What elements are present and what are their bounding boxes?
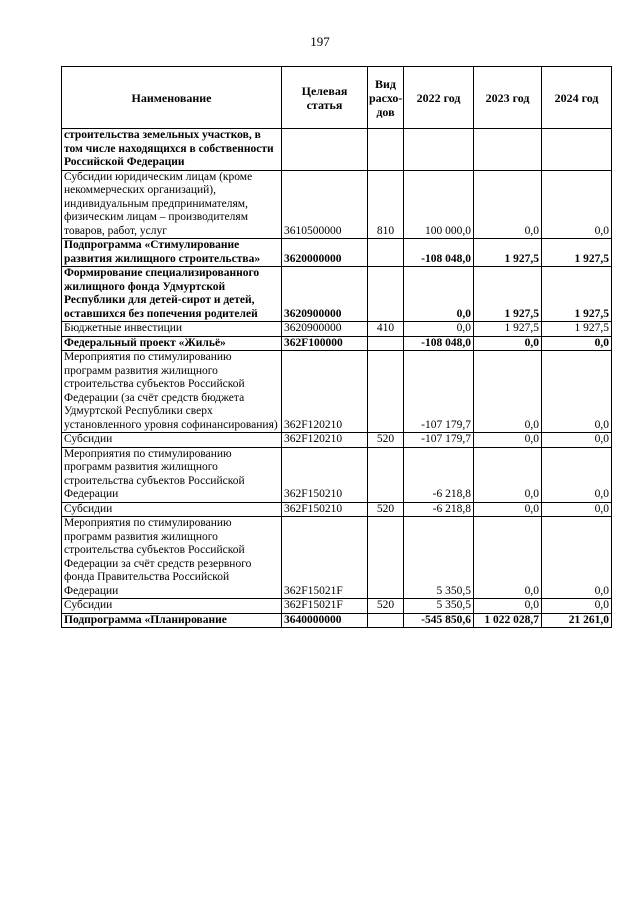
budget-table [61,66,612,628]
header-name: Наименование [62,67,282,129]
header-2023: 2023 год [474,67,542,129]
header-2022: 2022 год [404,67,474,129]
row-2022: -6 218,8 [404,502,474,517]
row-2022: -545 850,6 [404,613,474,628]
row-2023: 1 927,5 [474,267,542,322]
row-2022: -108 048,0 [404,239,474,267]
row-type [368,447,404,502]
row-2022: 5 350,5 [404,599,474,614]
row-name: Субсидии юридическим лицам (кроме некоммерческих организаций), индивидуальным предпринимателям, физическим лицам – производителям товаров, работ, услуг [62,170,282,239]
table-row [62,170,612,239]
row-2022: -108 048,0 [404,336,474,351]
row-code: 3610500000 [282,170,368,239]
row-2022: 100 000,0 [404,170,474,239]
table-row [62,322,612,337]
row-type: 520 [368,599,404,614]
row-2022: -6 218,8 [404,447,474,502]
row-name: Федеральный проект «Жильё» [62,336,282,351]
row-code: 362F15021F [282,599,368,614]
row-2022: 5 350,5 [404,517,474,599]
row-2023: 0,0 [474,599,542,614]
row-2022: 0,0 [404,322,474,337]
row-type [368,267,404,322]
row-type [368,351,404,433]
row-code: 3640000000 [282,613,368,628]
row-name: Субсидии [62,433,282,448]
table-row [62,613,612,628]
row-2023: 0,0 [474,351,542,433]
row-type [368,517,404,599]
row-code [282,129,368,171]
row-type [368,336,404,351]
row-name: Субсидии [62,599,282,614]
row-2024: 0,0 [542,336,612,351]
row-name: Мероприятия по стимулированию программ развития жилищного строительства субъектов Российской Федерации [62,447,282,502]
row-code: 3620900000 [282,322,368,337]
row-2023: 1 927,5 [474,322,542,337]
row-2023: 0,0 [474,170,542,239]
row-name: Подпрограмма «Стимулирование развития жилищного строительства» [62,239,282,267]
page-number: 197 [310,34,330,49]
row-2024: 1 927,5 [542,239,612,267]
row-name: Бюджетные инвестиции [62,322,282,337]
table-row [62,502,612,517]
header-2024: 2024 год [542,67,612,129]
row-code: 362F120210 [282,433,368,448]
row-2024: 0,0 [542,351,612,433]
row-type [368,129,404,171]
row-name: строительства земельных участков, в том числе находящихся в собственности Российской Федерации [62,129,282,171]
row-code: 3620000000 [282,239,368,267]
row-2022: -107 179,7 [404,433,474,448]
row-2023: 0,0 [474,447,542,502]
row-code: 362F120210 [282,351,368,433]
row-2024: 0,0 [542,433,612,448]
row-name: Подпрограмма «Планирование [62,613,282,628]
row-2024: 1 927,5 [542,322,612,337]
row-2023: 1 927,5 [474,239,542,267]
row-2024: 1 927,5 [542,267,612,322]
row-2022: -107 179,7 [404,351,474,433]
header-type: Вид расхо-дов [368,67,404,129]
row-2023: 0,0 [474,336,542,351]
row-code: 362F100000 [282,336,368,351]
table-row [62,267,612,322]
row-type [368,613,404,628]
row-2023: 1 022 028,7 [474,613,542,628]
row-2024: 21 261,0 [542,613,612,628]
header-code: Целевая статья [282,67,368,129]
row-type: 810 [368,170,404,239]
table-header-row [62,67,612,129]
table-row [62,517,612,599]
row-2024: 0,0 [542,447,612,502]
row-type: 410 [368,322,404,337]
row-2023: 0,0 [474,433,542,448]
table-row [62,129,612,171]
row-name: Мероприятия по стимулированию программ развития жилищного строительства субъектов Российской Федерации за счёт средств резервного фонда Правительства Российской Федерации [62,517,282,599]
row-2024: 0,0 [542,502,612,517]
row-type: 520 [368,433,404,448]
row-2023: 0,0 [474,517,542,599]
row-2024: 0,0 [542,170,612,239]
row-type [368,239,404,267]
row-2023: 0,0 [474,502,542,517]
table-row [62,599,612,614]
table-row [62,433,612,448]
table-row [62,351,612,433]
row-2022 [404,129,474,171]
table-row [62,447,612,502]
row-2024: 0,0 [542,517,612,599]
table-row [62,336,612,351]
row-name: Мероприятия по стимулированию программ развития жилищного строительства субъектов Российской Федерации (за счёт средств бюджета Удмуртской Республики сверх установленного уровня софинансирования) [62,351,282,433]
row-name: Формирование специализированного жилищного фонда Удмуртской Республики для детей-сирот и детей, оставшихся без попечения родителей [62,267,282,322]
row-code: 362F150210 [282,447,368,502]
row-name: Субсидии [62,502,282,517]
row-2023 [474,129,542,171]
row-type: 520 [368,502,404,517]
row-code: 362F150210 [282,502,368,517]
row-code: 362F15021F [282,517,368,599]
row-2022: 0,0 [404,267,474,322]
row-2024: 0,0 [542,599,612,614]
table-row [62,239,612,267]
row-2024 [542,129,612,171]
row-code: 3620900000 [282,267,368,322]
